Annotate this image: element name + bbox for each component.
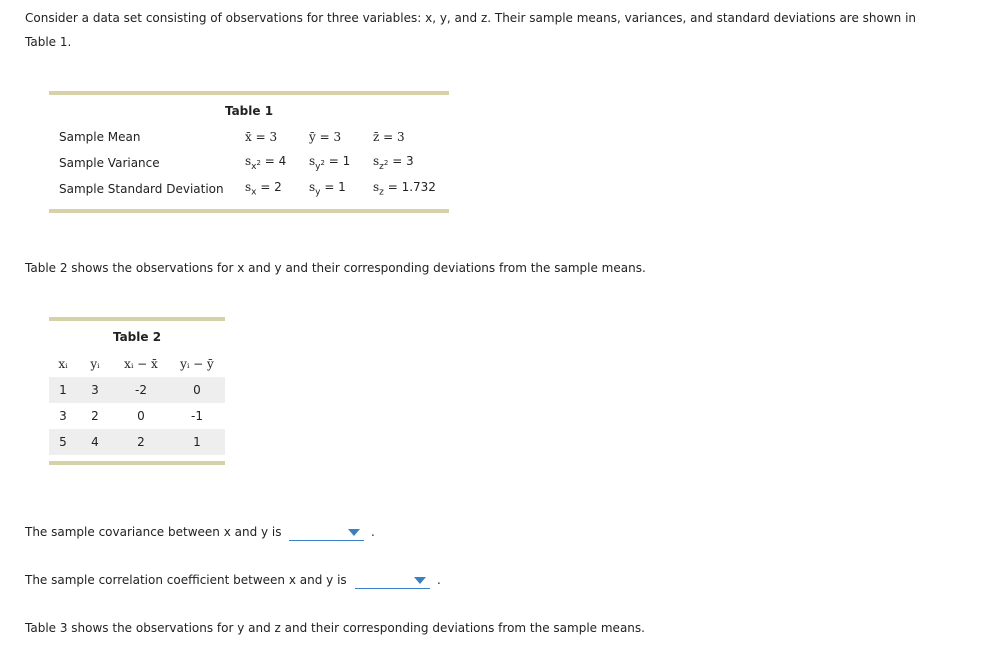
- table1-label: Sample Variance: [59, 156, 160, 170]
- sup: 2: [320, 158, 325, 167]
- table-row: [49, 403, 225, 429]
- table-row: [49, 429, 225, 455]
- rest: = 1.732: [383, 180, 436, 195]
- table2-cell: 1: [49, 377, 77, 403]
- table1: [59, 124, 453, 202]
- table1-top-rule: [49, 91, 449, 95]
- table2-header-row: [49, 351, 225, 377]
- table1-cell: [245, 150, 309, 176]
- covariance-period: .: [371, 525, 375, 539]
- table1-cell: z̄ = 3: [373, 130, 405, 144]
- sup: 2: [256, 158, 261, 167]
- table2-cell: 3: [59, 409, 67, 423]
- sym: s: [309, 154, 316, 169]
- table3-intro: Table 3 shows the observations for y and z and their corresponding deviations from the sample means.: [25, 621, 645, 635]
- table1-cell: x̄ = 3: [245, 130, 278, 144]
- table1-row-variance: [59, 150, 453, 176]
- table2-caption: Table 2: [112, 330, 162, 344]
- table1-cell: [373, 176, 453, 202]
- table1-label: Sample Standard Deviation: [59, 182, 224, 196]
- table2-header: xᵢ − x̄: [124, 357, 158, 371]
- table2-cell: 1: [169, 429, 225, 455]
- sym: s: [373, 154, 380, 169]
- intro-line-2: Table 1.: [25, 35, 72, 49]
- table1-cell: ȳ = 3: [309, 130, 342, 144]
- table2-header: xᵢ: [58, 357, 68, 371]
- table1-row-mean: [59, 124, 453, 150]
- sub: [251, 158, 261, 172]
- table1-row-stddev: [59, 176, 453, 202]
- table1-cell: [309, 150, 373, 176]
- sub: [379, 158, 389, 172]
- covariance-dropdown[interactable]: [289, 523, 364, 541]
- chevron-down-icon: [414, 577, 426, 584]
- table2-cell: -2: [113, 377, 169, 403]
- table2-cell: 3: [77, 377, 113, 403]
- sym: s: [245, 180, 252, 195]
- intro-paragraph: [25, 6, 965, 54]
- sym: s: [309, 180, 316, 195]
- table2-cell: 2: [113, 429, 169, 455]
- table2-cell: 2: [91, 409, 99, 423]
- sub-var: x: [251, 161, 257, 172]
- sub-var: y: [315, 161, 321, 172]
- table2-header: yᵢ: [90, 357, 100, 371]
- table2-top-rule: [49, 317, 225, 321]
- covariance-question: The sample covariance between x and y is: [25, 525, 282, 539]
- correlation-period: .: [437, 573, 441, 587]
- sym: s: [373, 180, 380, 195]
- correlation-question: The sample correlation coefficient between x and y is: [25, 573, 347, 587]
- rest: = 1: [324, 154, 351, 169]
- correlation-dropdown[interactable]: [355, 571, 430, 589]
- table2-header: yᵢ − ȳ: [180, 357, 214, 371]
- rest: = 3: [388, 154, 414, 169]
- chevron-down-icon: [348, 529, 360, 536]
- table1-caption: Table 1: [224, 104, 274, 118]
- table2-cell: 0: [169, 377, 225, 403]
- table2: [49, 351, 225, 455]
- sub-var: z: [379, 161, 384, 172]
- table2-cell: 5: [49, 429, 77, 455]
- table2-cell: -1: [191, 409, 203, 423]
- table-row: [49, 377, 225, 403]
- table1-cell: [373, 150, 453, 176]
- sym: s: [245, 154, 252, 169]
- table2-intro: Table 2 shows the observations for x and y and their corresponding deviations from the sample means.: [25, 261, 646, 275]
- intro-line-1: Consider a data set consisting of observations for three variables: x, y, and z. Their sample means, variances, and standard deviations are shown in: [25, 11, 917, 25]
- sub: z: [379, 187, 384, 198]
- table1-label: Sample Mean: [59, 130, 141, 144]
- rest: = 4: [260, 154, 287, 169]
- table1-cell: [309, 176, 373, 202]
- sub: x: [251, 187, 257, 198]
- rest: = 2: [256, 180, 282, 195]
- table1-cell: [245, 176, 309, 202]
- rest: = 1: [320, 180, 346, 195]
- table2-cell: 0: [137, 409, 145, 423]
- table2-bottom-rule: [49, 461, 225, 465]
- table1-bottom-rule: [49, 209, 449, 213]
- sub: y: [315, 187, 321, 198]
- sub: [315, 158, 325, 172]
- sup: 2: [383, 158, 389, 167]
- table2-cell: 4: [77, 429, 113, 455]
